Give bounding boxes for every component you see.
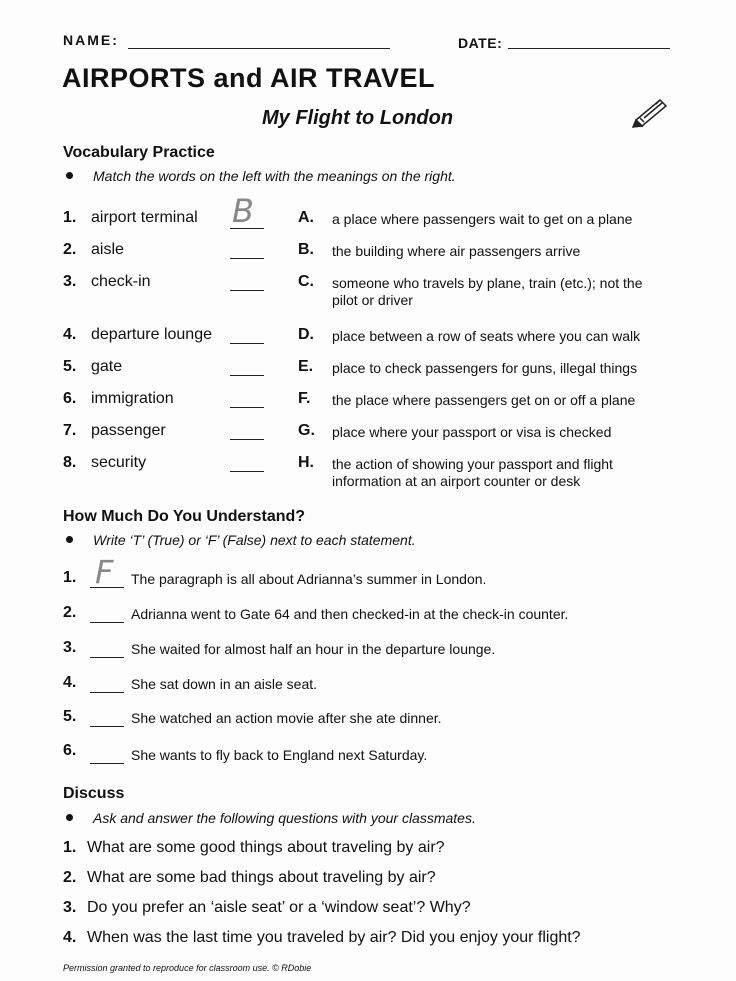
statement-number: 2. bbox=[63, 604, 77, 621]
tf-blank[interactable] bbox=[90, 622, 124, 623]
word-term: check-in bbox=[91, 273, 151, 290]
question-text: When was the last time you traveled by air? Did you enjoy your flight? bbox=[87, 929, 581, 946]
question-number: 1. bbox=[63, 839, 77, 856]
answer-blank[interactable] bbox=[230, 343, 264, 344]
meaning-letter: G. bbox=[298, 422, 315, 439]
answer-blank[interactable] bbox=[230, 290, 264, 291]
bullet-icon bbox=[66, 172, 73, 179]
footer-permission: Permission granted to reproduce for classroom use. © RDobie bbox=[63, 963, 312, 973]
word-term: aisle bbox=[91, 241, 124, 258]
tf-blank[interactable] bbox=[90, 692, 124, 693]
meaning-letter: C. bbox=[298, 273, 314, 290]
vocab-heading: Vocabulary Practice bbox=[63, 144, 215, 161]
question-number: 3. bbox=[63, 899, 77, 916]
page-title: AIRPORTS and AIR TRAVEL bbox=[62, 63, 436, 93]
discuss-heading: Discuss bbox=[63, 785, 125, 802]
page-subtitle: My Flight to London bbox=[262, 107, 454, 129]
meaning-letter: F. bbox=[298, 390, 311, 407]
meaning-text: a place where passengers wait to get on a plane bbox=[332, 211, 633, 227]
meaning-text: the action of showing your passport and flight information at an airport counter or desk bbox=[332, 456, 613, 489]
tf-blank[interactable] bbox=[90, 726, 124, 727]
answer-blank[interactable] bbox=[230, 258, 264, 259]
word-term: immigration bbox=[91, 390, 174, 407]
word-number: 6. bbox=[63, 390, 77, 407]
word-number: 4. bbox=[63, 326, 77, 343]
statement-number: 3. bbox=[63, 639, 77, 656]
meaning-text: place between a row of seats where you can walk bbox=[332, 328, 641, 344]
meaning-letter: A. bbox=[298, 209, 314, 226]
tf-blank[interactable] bbox=[90, 657, 124, 658]
statement-number: 6. bbox=[63, 742, 77, 759]
answer-blank[interactable] bbox=[230, 407, 264, 408]
handwritten-answer: F bbox=[95, 553, 114, 591]
name-field[interactable] bbox=[128, 48, 390, 49]
pencil-icon bbox=[630, 96, 670, 128]
bullet-icon bbox=[66, 814, 73, 821]
understand-heading: How Much Do You Understand? bbox=[63, 508, 306, 525]
statement-text: She waited for almost half an hour in the departure lounge. bbox=[131, 641, 496, 657]
meaning-text: someone who travels by plane, train (etc.); not the pilot or driver bbox=[332, 275, 643, 308]
word-term: airport terminal bbox=[91, 209, 198, 226]
word-number: 5. bbox=[63, 358, 77, 375]
meaning-letter: H. bbox=[298, 454, 314, 471]
answer-blank[interactable] bbox=[230, 375, 264, 376]
bullet-icon bbox=[66, 536, 73, 543]
meaning-text: place where your passport or visa is checked bbox=[332, 424, 612, 440]
statement-number: 4. bbox=[63, 674, 77, 691]
name-label: NAME: bbox=[63, 32, 119, 48]
statement-text: Adrianna went to Gate 64 and then checked-in at the check-in counter. bbox=[131, 606, 569, 622]
word-number: 1. bbox=[63, 209, 77, 226]
word-term: gate bbox=[91, 358, 123, 375]
vocab-instruction: Match the words on the left with the meanings on the right. bbox=[93, 168, 456, 184]
meaning-letter: E. bbox=[298, 358, 314, 375]
date-field[interactable] bbox=[508, 48, 670, 49]
word-number: 3. bbox=[63, 273, 77, 290]
statement-text: She wants to fly back to England next Saturday. bbox=[131, 747, 428, 763]
statement-number: 1. bbox=[63, 569, 77, 586]
meaning-letter: D. bbox=[298, 326, 314, 343]
meaning-letter: B. bbox=[298, 241, 314, 258]
word-term: passenger bbox=[91, 422, 166, 439]
question-text: What are some bad things about traveling by air? bbox=[87, 869, 436, 886]
meaning-text: the place where passengers get on or off a plane bbox=[332, 392, 636, 408]
handwritten-answer: B bbox=[232, 192, 254, 230]
meaning-text: place to check passengers for guns, illegal things bbox=[332, 360, 638, 376]
word-term: security bbox=[91, 454, 147, 471]
understand-instruction: Write ‘T’ (True) or ‘F’ (False) next to each statement. bbox=[93, 532, 416, 548]
question-text: Do you prefer an ‘aisle seat’ or a ‘window seat’? Why? bbox=[87, 899, 471, 916]
statement-number: 5. bbox=[63, 708, 77, 725]
question-number: 2. bbox=[63, 869, 77, 886]
meaning-text: the building where air passengers arrive bbox=[332, 243, 581, 259]
word-number: 2. bbox=[63, 241, 77, 258]
question-number: 4. bbox=[63, 929, 77, 946]
word-term: departure lounge bbox=[91, 326, 212, 343]
tf-blank[interactable] bbox=[90, 763, 124, 764]
statement-text: The paragraph is all about Adrianna’s summer in London. bbox=[131, 571, 487, 587]
discuss-instruction: Ask and answer the following questions with your classmates. bbox=[93, 810, 476, 826]
statement-text: She sat down in an aisle seat. bbox=[131, 676, 318, 692]
answer-blank[interactable] bbox=[230, 471, 264, 472]
statement-text: She watched an action movie after she ate dinner. bbox=[131, 710, 442, 726]
answer-blank[interactable] bbox=[230, 439, 264, 440]
question-text: What are some good things about traveling by air? bbox=[87, 839, 445, 856]
word-number: 7. bbox=[63, 422, 77, 439]
date-label: DATE: bbox=[458, 35, 503, 51]
word-number: 8. bbox=[63, 454, 77, 471]
